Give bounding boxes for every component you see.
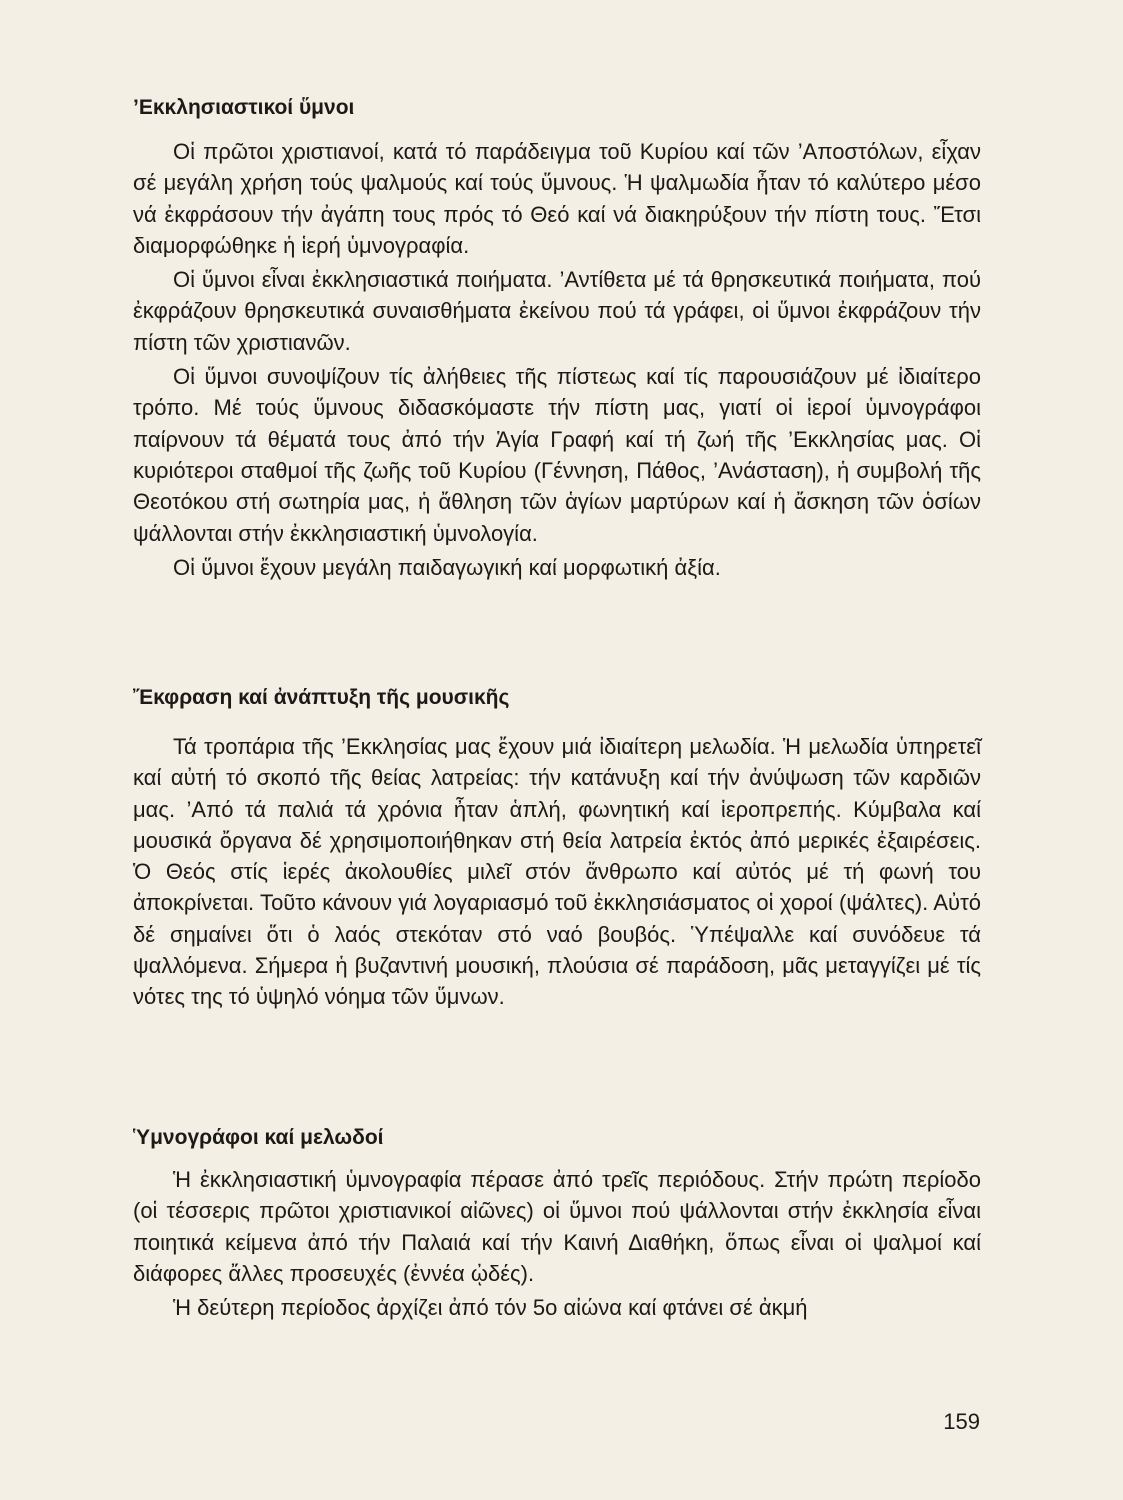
section-music-expression-body — [133, 731, 981, 1013]
paragraph: Οἱ ὕμνοι εἶναι ἐκκλησιαστικά ποιήματα. ’Αντίθετα μέ τά θρησκευτικά ποιήματα, πού ἐκφράζουν θρησκευτικά συναισθήματα ἐκείνου πού τά γράφει, οἱ ὕμνοι ἐκφράζουν τήν πίστη τῶν χριστιανῶν. — [133, 267, 981, 355]
paragraph: Οἱ ὕμνοι συνοψίζουν τίς ἀλήθειες τῆς πίστεως καί τίς παρουσιάζουν μέ ἰδιαίτερο τρόπο. Μέ τούς ὕμνους διδασκόμαστε τήν πίστη μας, γιατί οἱ ἱεροί ὑμνογράφοι παίρνουν τά θέματά τους ἀπό τήν Ἁγία Γραφή καί τή ζωή τῆς ’Εκκλησίας μας. Οἱ κυριότεροι σταθμοί τῆς ζωῆς τοῦ Κυρίου (Γέννηση, Πάθος, ’Ανάσταση), ἡ συμβολή τῆς Θεοτόκου στή σωτηρία μας, ἡ ἄθληση τῶν ἁγίων μαρτύρων καί ἡ ἄσκηση τῶν ὁσίων ψάλλονται στήν ἐκκλησιαστική ὑμνολογία. — [133, 364, 981, 546]
paragraph: Ἡ ἐκκλησιαστική ὑμνογραφία πέρασε ἀπό τρεῖς περιόδους. Στήν πρώτη περίοδο (οἱ τέσσερις πρῶτοι χριστιανικοί αἰῶνες) οἱ ὕμνοι πού ψάλλονται στήν ἐκκλησία εἶναι ποιητικά κείμενα ἀπό τήν Παλαιά καί τήν Καινή Διαθήκη, ὅπως εἶναι οἱ ψαλμοί καί διάφορες ἄλλες προσευχές (ἐννέα ᾠδές). — [133, 1167, 981, 1286]
section-heading: ’Εκκλησιαστικοί ὕμνοι — [133, 96, 355, 119]
section-hymnographers-body — [133, 1164, 981, 1323]
section-heading: Ὑμνογράφοι καί μελωδοί — [133, 1126, 384, 1149]
paragraph: Ἡ δεύτερη περίοδος ἀρχίζει ἀπό τόν 5ο αἰώνα καί φτάνει σέ ἀκμή — [173, 1295, 808, 1321]
section-ecclesiastical-hymns — [133, 94, 981, 122]
page-number: 159 — [943, 1409, 980, 1434]
section-hymnographers — [133, 1124, 981, 1152]
paragraph: Τά τροπάρια τῆς ’Εκκλησίας μας ἔχουν μιά ἰδιαίτερη μελωδία. Ἡ μελωδία ὑπηρετεῖ καί αὐτή τό σκοπό τῆς θείας λατρείας: τήν κατάνυξη καί τήν ἀνύψωση τῶν καρδιῶν μας. ’Από τά παλιά τά χρόνια ἦταν ἁπλή, φωνητική καί ἱεροπρεπής. Κύμβαλα καί μουσικά ὄργανα δέ χρησιμοποιήθηκαν στή θεία λατρεία ἐκτός ἀπό μερικές ἐξαιρέσεις. Ὁ Θεός στίς ἱερές ἀκολουθίες μιλεῖ στόν ἄνθρωπο καί αὐτός μέ τή φωνή του ἀποκρίνεται. Τοῦτο κάνουν γιά λογαριασμό τοῦ ἐκκλησιάσματος οἱ χοροί (ψάλτες). Αὐτό δέ σημαίνει ὅτι ὁ λαός στεκόταν στό ναό βουβός. Ὑπέψαλλε καί συνόδευε τά ψαλλόμενα. Σήμερα ἡ βυζαντινή μουσική, πλούσια σέ παράδοση, μᾶς μεταγγίζει μέ τίς νότες της τό ὑψηλό νόημα τῶν ὕμνων. — [133, 734, 981, 1010]
section-music-expression — [133, 684, 981, 712]
section-heading: Ἔκφραση καί ἀνάπτυξη τῆς μουσικῆς — [133, 686, 510, 709]
paragraph: Οἱ ὕμνοι ἔχουν μεγάλη παιδαγωγική καί μορφωτική ἀξία. — [173, 554, 721, 580]
paragraph: Οἱ πρῶτοι χριστιανοί, κατά τό παράδειγμα τοῦ Κυρίου καί τῶν ’Αποστόλων, εἶχαν σέ μεγάλη χρήση τούς ψαλμούς καί τούς ὕμνους. Ἡ ψαλμωδία ἦταν τό καλύτερο μέσο νά ἐκφράσουν τήν ἀγάπη τους πρός τό Θεό καί νά διακηρύξουν τήν πίστη τους. Ἔτσι διαμορφώθηκε ἡ ἱερή ὑμνογραφία. — [133, 139, 981, 258]
section-ecclesiastical-hymns-body — [133, 136, 981, 583]
